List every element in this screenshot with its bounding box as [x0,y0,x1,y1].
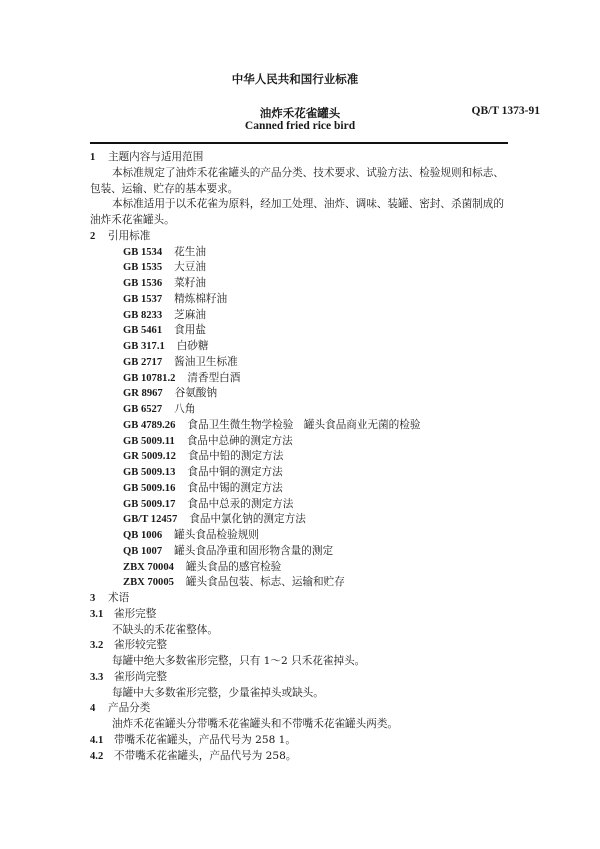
reference-item [90,339,510,355]
paragraph-line: 本标准适用于以禾花雀为原料，经加工处理、油炸、调味、装罐、密封、杀菌制成的 [112,198,504,211]
reference-item [90,434,510,450]
term-title: 雀形尚完整 [114,670,167,683]
reference-name: 谷氨酸钠 [174,387,218,400]
paragraph-line: 包装、运输、贮存的基本要求。 [90,182,239,195]
reference-item [90,418,510,434]
section-title: 产品分类 [108,702,151,715]
reference-item [90,528,510,544]
document-title-en: Canned fried rice bird [244,120,356,132]
reference-name: 花生油 [174,245,206,258]
reference-name: 大豆油 [174,261,206,274]
term-definition: 不缺头的禾花雀整体。 [112,623,218,636]
reference-item [90,512,510,528]
classification-list [90,733,510,765]
term-title: 雀形较完整 [114,639,167,652]
term-number: 3.1 [90,608,104,620]
reference-name: 罐头食品检验规则 [174,529,259,541]
standard-category-header: 中华人民共和国行业标准 [231,72,359,86]
term-heading [90,638,510,654]
reference-item [90,245,510,261]
reference-item [90,323,510,339]
reference-code: ZBX 70005 [123,577,174,589]
reference-name: 食品中铅的测定方法 [187,450,284,463]
paragraph-line: 油炸禾花雀罐头。 [90,214,175,226]
section-number: 1 [90,152,96,163]
reference-name: 精炼棉籽油 [174,292,228,305]
reference-code: GB 5009.13 [123,467,176,478]
reference-code: QB 1006 [123,530,163,541]
reference-item [90,386,510,402]
term-title: 雀形完整 [114,607,157,620]
reference-code: GB/T 12457 [123,514,178,526]
item-text: 不带嘴禾花雀罐头，产品代号为 258。 [114,749,297,762]
reference-item [90,465,510,481]
term-number: 3.2 [90,640,104,652]
classification-item [90,749,510,765]
reference-item [90,260,510,276]
reference-item [90,355,510,371]
reference-name: 食品中总汞的测定方法 [187,497,294,510]
section-heading [90,229,510,245]
term-heading [90,670,510,686]
reference-code: GB 8233 [123,309,163,321]
paragraph-line: 油炸禾花雀罐头分带嘴禾花雀罐头和不带嘴禾花雀罐头两类。 [112,718,399,730]
reference-name: 罐头食品包装、标志、运输和贮存 [185,576,345,589]
item-number: 4.2 [90,750,104,762]
reference-code: GB 1537 [123,293,163,305]
document-title-cn: 油炸禾花雀罐头 [259,106,341,120]
reference-code: GB 2717 [123,356,163,368]
reference-code: GR 8967 [123,388,163,400]
section-heading [90,701,510,717]
reference-code: GB 5461 [123,325,163,337]
reference-code: ZBX 70004 [123,561,174,573]
reference-item [90,308,510,324]
reference-list [90,245,510,592]
item-text: 带嘴禾花雀罐头，产品代号为 258 1。 [114,733,297,746]
reference-item [90,292,510,308]
reference-name: 食品中氯化钠的测定方法 [189,513,306,526]
reference-name: 酱油卫生标准 [174,355,238,368]
reference-name: 罐头食品净重和固形物含量的测定 [174,544,334,557]
reference-code: GR 5009.12 [123,451,176,463]
reference-code: GB 4789.26 [123,419,176,431]
reference-name: 食品中锡的测定方法 [187,481,283,494]
reference-item [90,560,510,576]
term-heading [90,607,510,623]
paragraph-line: 本标准规定了油炸禾花雀罐头的产品分类、技术要求、试验方法、检验规则和标志、 [112,166,504,179]
reference-item [90,544,510,560]
classification-item [90,733,510,749]
reference-code: GB 317.1 [123,341,165,352]
reference-code: QB 1007 [123,545,163,557]
reference-code: GB 5009.11 [123,435,175,447]
reference-code: GB 1535 [123,262,163,274]
standard-code: QB/T 1373-91 [471,105,540,117]
reference-item [90,276,510,292]
reference-item [90,402,510,418]
section-title: 引用标准 [108,229,151,242]
reference-name: 食品卫生微生物学检验 罐头食品商业无菌的检验 [187,418,421,431]
section-title: 术语 [108,592,130,604]
reference-item [90,371,510,387]
reference-code: GB 5009.17 [123,498,176,510]
reference-name: 八角 [174,403,196,415]
section-number: 3 [90,593,96,604]
reference-code: GB 1534 [123,246,163,258]
term-list [90,607,510,702]
reference-name: 食品中铜的测定方法 [187,466,283,478]
reference-name: 食用盐 [174,324,206,337]
reference-code: GB 10781.2 [123,372,176,384]
reference-name: 芝麻油 [174,308,206,321]
document-body [90,150,510,764]
reference-code: GB 6527 [123,404,163,415]
term-number: 3.3 [90,671,104,683]
header-divider [90,142,508,144]
item-number: 4.1 [90,734,104,746]
reference-item [90,449,510,465]
reference-item [90,575,510,591]
reference-name: 清香型白酒 [187,371,241,384]
term-definition: 每罐中绝大多数雀形完整，只有 1～2 只禾花雀掉头。 [112,655,366,667]
section-title: 主题内容与适用范围 [108,151,204,163]
reference-item [90,481,510,497]
section-heading [90,150,510,166]
reference-name: 白砂糖 [176,340,209,352]
term-definition: 每罐中大多数雀形完整，少量雀掉头或缺头。 [112,686,324,699]
reference-item [90,497,510,513]
reference-code: GB 5009.16 [123,482,176,494]
reference-code: GB 1536 [123,278,163,289]
reference-name: 菜籽油 [174,277,206,289]
reference-name: 食品中总砷的测定方法 [186,434,293,447]
reference-name: 罐头食品的感官检验 [185,560,282,573]
section-heading [90,591,510,607]
section-number: 4 [90,703,96,715]
section-number: 2 [90,230,96,242]
